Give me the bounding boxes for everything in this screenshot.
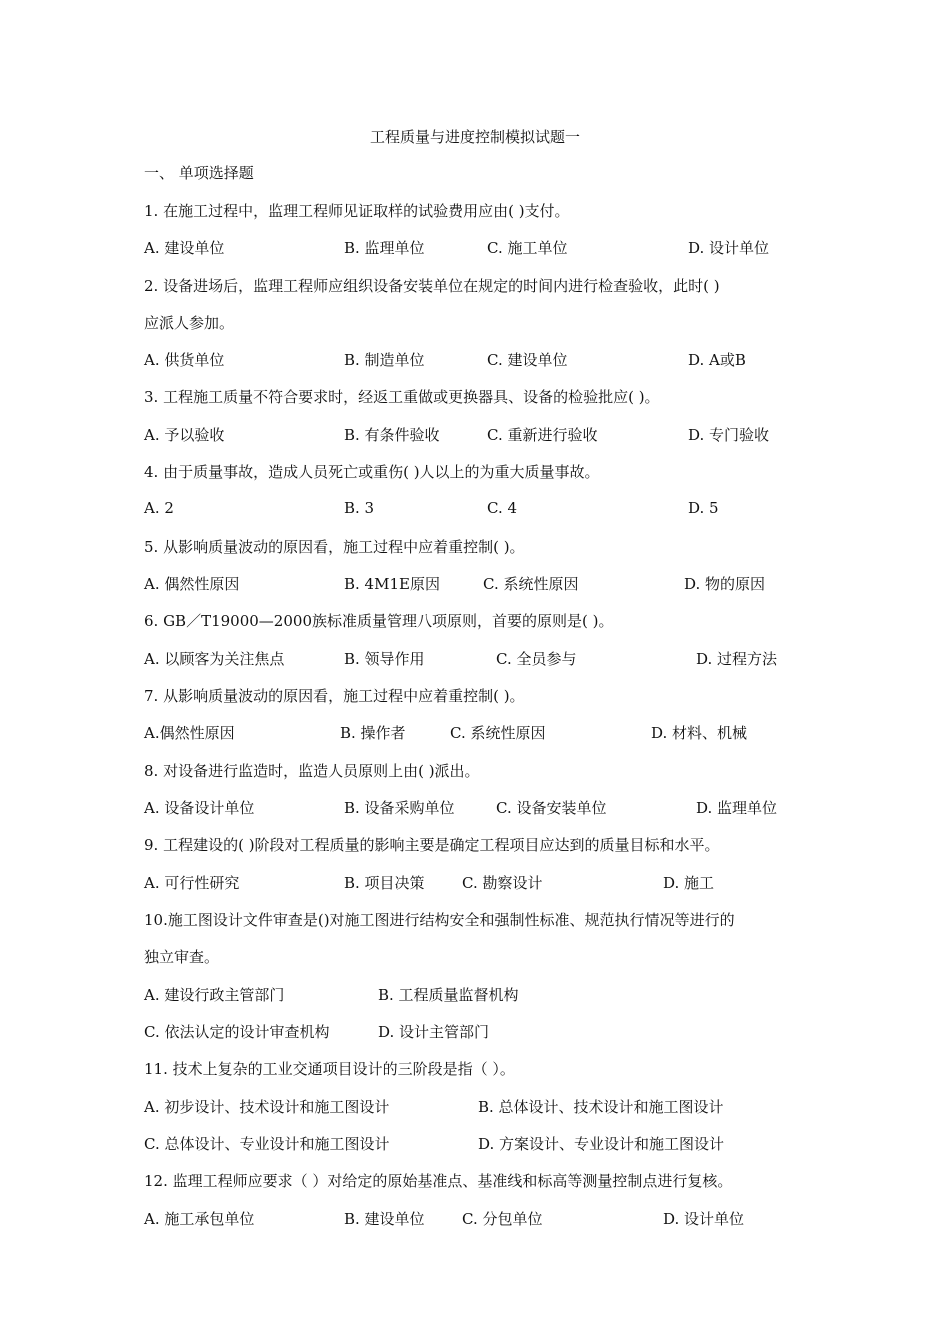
document-title: 工程质量与进度控制模拟试题一 <box>369 128 580 146</box>
q7-option-a: A.偶然性原因 <box>144 724 235 742</box>
question-8: 8. 对设备进行监造时，监造人员原则上由( )派出。 <box>144 762 480 780</box>
q4-option-b: B. 3 <box>344 499 375 517</box>
question-11: 11. 技术上复杂的工业交通项目设计的三阶段是指（ ）。 <box>144 1060 515 1078</box>
q3-option-b: B. 有条件验收 <box>344 426 440 444</box>
question-12: 12. 监理工程师应要求（ ）对给定的原始基准点、基准线和标高等测量控制点进行复核。 <box>144 1172 733 1190</box>
q11-option-a: A. 初步设计、技术设计和施工图设计 <box>144 1098 390 1116</box>
q5-option-d: D. 物的原因 <box>684 575 766 593</box>
q12-option-b: B. 建设单位 <box>344 1210 425 1228</box>
q7-option-b: B. 操作者 <box>340 724 406 742</box>
q6-option-b: B. 领导作用 <box>344 650 425 668</box>
q5-option-c: C. 系统性原因 <box>483 575 579 593</box>
question-6: 6. GB／T19000—2000族标准质量管理八项原则，首要的原则是( )。 <box>144 612 614 630</box>
q6-option-a: A. 以顾客为关注焦点 <box>144 650 285 668</box>
q10-option-b: B. 工程质量监督机构 <box>378 986 519 1004</box>
q4-option-a: A. 2 <box>144 499 174 517</box>
q3-option-c: C. 重新进行验收 <box>487 426 598 444</box>
q8-option-d: D. 监理单位 <box>696 799 778 817</box>
q10-option-c: C. 依法认定的设计审查机构 <box>144 1023 330 1041</box>
q8-option-c: C. 设备安装单位 <box>496 799 607 817</box>
q3-option-d: D. 专门验收 <box>688 426 770 444</box>
q9-option-c: C. 勘察设计 <box>462 874 543 892</box>
q9-option-d: D. 施工 <box>663 874 715 892</box>
q9-option-a: A. 可行性研究 <box>144 874 240 892</box>
question-10: 10.施工图设计文件审查是()对施工图进行结构安全和强制性标准、规范执行情况等进行的 <box>144 911 735 929</box>
q7-option-c: C. 系统性原因 <box>450 724 546 742</box>
q5-option-b: B. 4M1E原因 <box>344 575 440 593</box>
q1-option-b: B. 监理单位 <box>344 239 425 257</box>
q10-option-d: D. 设计主管部门 <box>378 1023 490 1041</box>
q3-option-a: A. 予以验收 <box>144 426 225 444</box>
q10-option-a: A. 建设行政主管部门 <box>144 986 285 1004</box>
q1-option-a: A. 建设单位 <box>144 239 225 257</box>
q8-option-a: A. 设备设计单位 <box>144 799 255 817</box>
q11-option-d: D. 方案设计、专业设计和施工图设计 <box>478 1135 725 1153</box>
q5-option-a: A. 偶然性原因 <box>144 575 240 593</box>
question-10-cont: 独立审查。 <box>144 948 220 966</box>
question-9: 9. 工程建设的( )阶段对工程质量的影响主要是确定工程项目应达到的质量目标和水平。 <box>144 836 720 854</box>
question-2-cont: 应派人参加。 <box>144 314 235 332</box>
question-1: 1. 在施工过程中，监理工程师见证取样的试验费用应由( )支付。 <box>144 202 570 220</box>
section-heading: 一、 单项选择题 <box>144 164 254 182</box>
q12-option-c: C. 分包单位 <box>462 1210 543 1228</box>
q7-option-d: D. 材料、机械 <box>651 724 748 742</box>
q6-option-c: C. 全员参与 <box>496 650 577 668</box>
question-7: 7. 从影响质量波动的原因看，施工过程中应着重控制( )。 <box>144 687 525 705</box>
q6-option-d: D. 过程方法 <box>696 650 778 668</box>
q9-option-b: B. 项目决策 <box>344 874 425 892</box>
q11-option-c: C. 总体设计、专业设计和施工图设计 <box>144 1135 390 1153</box>
q8-option-b: B. 设备采购单位 <box>344 799 455 817</box>
q2-option-b: B. 制造单位 <box>344 351 425 369</box>
q4-option-d: D. 5 <box>688 499 719 517</box>
q2-option-d: D. A或B <box>688 351 746 369</box>
question-2: 2. 设备进场后，监理工程师应组织设备安装单位在规定的时间内进行检查验收，此时( ) <box>144 277 720 295</box>
q12-option-d: D. 设计单位 <box>663 1210 745 1228</box>
question-4: 4. 由于质量事故，造成人员死亡或重伤( )人以上的为重大质量事故。 <box>144 463 600 481</box>
q12-option-a: A. 施工承包单位 <box>144 1210 255 1228</box>
q1-option-c: C. 施工单位 <box>487 239 568 257</box>
question-5: 5. 从影响质量波动的原因看，施工过程中应着重控制( )。 <box>144 538 525 556</box>
q2-option-c: C. 建设单位 <box>487 351 568 369</box>
q11-option-b: B. 总体设计、技术设计和施工图设计 <box>478 1098 724 1116</box>
q4-option-c: C. 4 <box>487 499 518 517</box>
question-3: 3. 工程施工质量不符合要求时，经返工重做或更换器具、设备的检验批应( )。 <box>144 388 660 406</box>
q1-option-d: D. 设计单位 <box>688 239 770 257</box>
q2-option-a: A. 供货单位 <box>144 351 225 369</box>
